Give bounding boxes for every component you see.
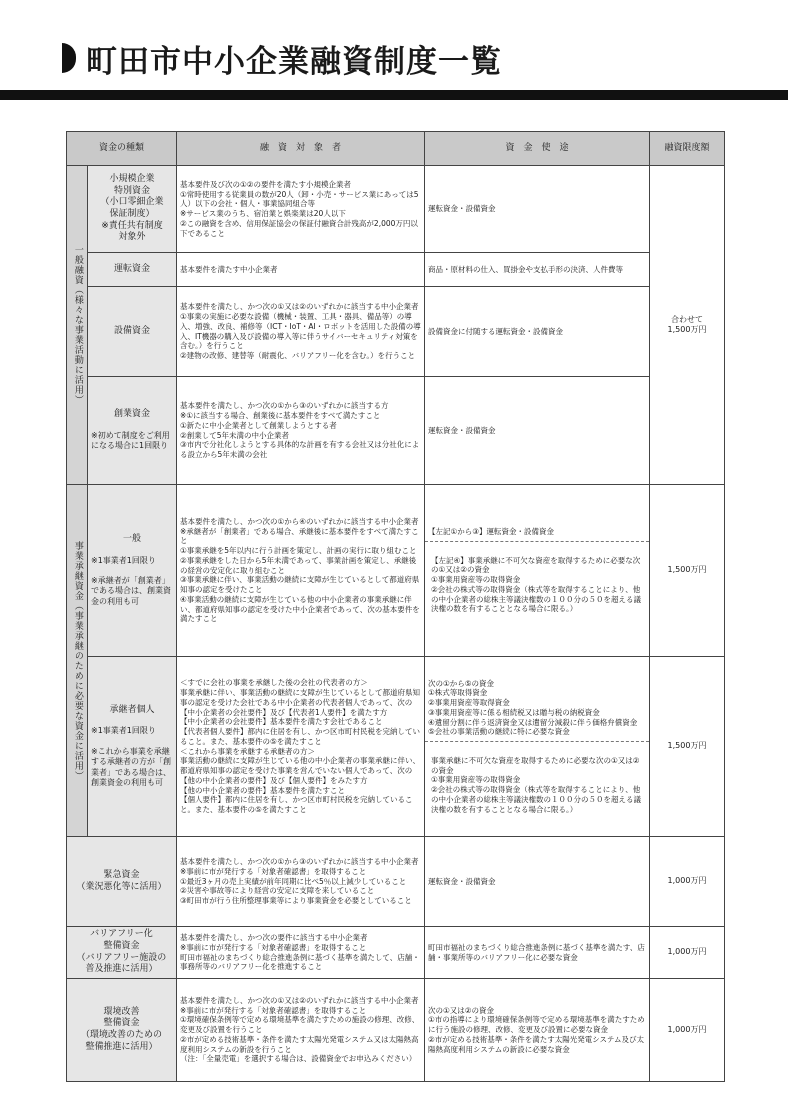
header-use: 資 金 使 途 [425, 132, 650, 166]
note-startup: ※初めて制度をご利用になる場合に1回限り [91, 430, 170, 451]
row-emergency [67, 837, 725, 927]
note1-succession-individual: ※1事業者1回限り [91, 726, 156, 736]
header-type: 資金の種類 [67, 132, 177, 166]
use-succession-general [425, 485, 650, 657]
category-general [67, 166, 88, 485]
note2-succession-general: ※承継者が「創業者」である場合は、創業資金の利用も可 [91, 575, 171, 606]
limit-barrierfree: 1,000万円 [650, 927, 725, 979]
row-barrierfree [67, 927, 725, 979]
use-succession-individual-top: 次の①から⑤の資金 ①株式等取得資金 ②事業用資産等取得資金 ③事業用資産等に係る相続税又は贈与税の納税資金 ④遺留分割に伴う返済資金又は遺留分減殺に伴う価格弁償資金 ⑤会社の事業活動の継続に特に必要な資金 [425, 675, 649, 743]
header-target: 融 資 対 象 者 [177, 132, 425, 166]
row-small [67, 166, 725, 253]
header-row [67, 132, 725, 166]
name-succession-individual: 承継者個人 [109, 704, 155, 715]
name-small: 小規模企業 特別資金 （小口零細企業 保証制度） ※責任共有制度 対象外 [88, 166, 177, 253]
row-equipment [67, 287, 725, 377]
header-limit: 融資限度額 [650, 132, 725, 166]
name-barrierfree: バリアフリー化 整備資金 （バリアフリー施設の 普及推進に活用） [67, 927, 177, 979]
row-operating [67, 253, 725, 287]
use-succession-individual [425, 657, 650, 837]
name-equipment: 設備資金 [88, 287, 177, 377]
row-startup [67, 377, 725, 485]
category-succession-label: 事業承継資金（事業承継のために必要な資金に活用） [72, 540, 83, 781]
title-rule [0, 90, 788, 100]
name-succession-general: 一般 [122, 533, 141, 544]
note2-succession-individual: ※これから事業を承継する承継者の方が「創業者」である場合は、創業資金の利用も可 [91, 746, 171, 787]
title-marker-icon [62, 43, 76, 73]
limit-succession-general: 1,500万円 [650, 485, 725, 657]
use-emergency: 運転資金・設備資金 [425, 837, 650, 927]
target-operating: 基本要件を満たす中小企業者 [177, 253, 425, 287]
row-succession-individual [67, 657, 725, 837]
row-environment [67, 979, 725, 1082]
title-block [62, 38, 502, 78]
target-small: 基本要件及び次の①②の要件を満たす小規模企業者 ①常時使用する従業員の数が20人（卸・小売・サービス業にあっては5人）以下の会社・個人・事業協同組合等 ※サービス業のうち、宿泊業と娯楽業は20人以下 ②この融資を含め、信用保証協会の保証付融資合計残高が2,000万円以下であること [177, 166, 425, 253]
limit-emergency: 1,000万円 [650, 837, 725, 927]
use-small: 運転資金・設備資金 [425, 166, 650, 253]
name-environment: 環境改善 整備資金 （環境改善のための 整備推進に活用） [67, 979, 177, 1082]
note1-succession-general: ※1事業者1回限り [91, 555, 156, 565]
name-startup: 創業資金 [113, 409, 150, 420]
target-succession-individual: ＜すでに会社の事業を承継した後の会社の代表者の方＞ 事業承継に伴い、事業活動の継続に支障が生じているとして都道府県知事の認定を受けた会社である中小企業者の代表者個人であって、次の【中小企業者の会社要件】及び【代表者1人要件】を満たす方 【中小企業者の会社要件】基本要件を満たす会社であること 【代表者個人要件】都内に住居を有し、かつ区市町村民税を完納していること。また、基本要件の⑤を満たすこと ＜これから事業を承継する承継者の方＞ 事業活動の継続に支障が生じている他の中小企業者の事業承継に伴い、都道府県知事の認定を受けた事業を営んでいない個人であって、次の【他の中小企業者の要件】及び【個人要件】をみたす方 【他の中小企業者の要件】基本要件を満たすこと 【個人要件】都内に住居を有し、かつ区市町村民税を完納していること。また、基本要件の⑤を満たすこと [177, 657, 425, 837]
target-equipment: 基本要件を満たし、かつ次の①又は②のいずれかに該当する中小企業者 ①事業の実施に必要な設備（機械・装置、工具・器具、備品等）の導入、増強、改良、補修等（ICT・IoT・AI・ロボットを活用した設備の導入、IT機器の購入及び設備の導入等に伴うサイバーセキュリティ対策を含む。）を行うこと ②建物の改修、建替等（耐震化、バリアフリー化を含む。）を行うこと [177, 287, 425, 377]
use-startup: 運転資金・設備資金 [425, 377, 650, 485]
target-barrierfree: 基本要件を満たし、かつ次の要件に該当する中小企業者 ※事前に市が発行する「対象者確認書」を取得すること 町田市福祉のまちづくり総合推進条例に基づく基準を満たして、店舗・事務所等のバリアフリー化を推進すること [177, 927, 425, 979]
name-operating: 運転資金 [88, 253, 177, 287]
limit-general: 合わせて 1,500万円 [650, 166, 725, 485]
limit-succession-individual: 1,500万円 [650, 657, 725, 837]
category-general-label: 一般融資（様々な事業活動に活用） [72, 245, 83, 405]
use-equipment: 設備資金に付随する運転資金・設備資金 [425, 287, 650, 377]
use-barrierfree: 町田市福祉のまちづくり総合推進条例に基づく基準を満たす、店舗・事業所等のバリアフリー化に必要な資金 [425, 927, 650, 979]
name-startup-cell [88, 377, 177, 485]
name-emergency: 緊急資金 （業況悪化等に活用） [67, 837, 177, 927]
row-succession-general [67, 485, 725, 657]
use-succession-individual-bottom: 事業承継に不可欠な資産を取得するために必要な次の①又は②の資金 ①事業用資産等の取得資金 ②会社の株式等の取得資金（株式等を取得することにより、他の中小企業者の総株主等議決権数の１００分の５０を超える議決権の数を有することとなる場合に限る。） [431, 755, 641, 814]
use-succession-general-bottom: 【左記④】事業承継に不可欠な資産を取得するために必要な次の①又は②の資金 ①事業用資産等の取得資金 ②会社の株式等の取得資金（株式等を取得することにより、他の中小企業者の総株主等議決権数の１００分の５０を超える議決権の数を有することとなる場合に限る。） [431, 555, 641, 614]
use-operating: 商品・原材料の仕入、買掛金や支払手形の決済、人件費等 [425, 253, 650, 287]
target-succession-general: 基本要件を満たし、かつ次の①から④のいずれかに該当する中小企業者 ※承継者が「創業者」である場合、承継後に基本要件をすべて満たすこと ①事業承継を5年以内に行う計画を策定し、計画の実行に取り組むこと ②事業承継をした日から5年未満であって、事業計画を策定し、承継後の経営の安定化に取り組むこと ③事業承継に伴い、事業活動の継続に支障が生じているとして都道府県知事の認定を受けたこと ④事業活動の継続に支障が生じている他の中小企業者の事業承継に伴い、都道府県知事の認定を受けた中小企業者であって、次の基本要件を満たすこと [177, 485, 425, 657]
limit-environment: 1,000万円 [650, 979, 725, 1082]
category-succession [67, 485, 88, 837]
page-title: 町田市中小企業融資制度一覧 [86, 43, 502, 80]
use-succession-general-top: 【左記①から③】運転資金・設備資金 [425, 523, 649, 542]
loan-table [66, 131, 725, 1082]
target-emergency: 基本要件を満たし、かつ次の①から③のいずれかに該当する中小企業者 ※事前に市が発行する「対象者確認書」を取得すること ①最近3ヶ月の売上実績が前年同期に比べ5％以上減少していること ②災害や事故等により経営の安定に支障を来していること ③町田市が行う住所整理事業等により事業資金を必要としていること [177, 837, 425, 927]
use-environment: 次の①又は②の資金 ①市の指導により環境確保条例等で定める環境基準を満たすために行う施設の修理、改修、変更及び設置に必要な資金 ②市が定める技術基準・条件を満たす太陽光発電システム及び太陽熱高度利用システムの新設に必要な資金 [425, 979, 650, 1082]
name-succession-individual-cell [88, 657, 177, 837]
name-succession-general-cell [88, 485, 177, 657]
target-startup: 基本要件を満たし、かつ次の①から③のいずれかに該当する方 ※①に該当する場合、創業後に基本要件をすべて満たすこと ①新たに中小企業者として創業しようとする者 ②創業して5年未満の中小企業者 ③市内で分社化しようとする具体的な計画を有する会社又は分社化による設立から5年未満の会社 [177, 377, 425, 485]
target-environment: 基本要件を満たし、かつ次の①又は②のいずれかに該当する中小企業者 ※事前に市が発行する「対象者確認書」を取得すること ①環境確保条例等で定める環境基準を満たすための施設の修理、改修、変更及び設置を行うこと ②市が定める技術基準・条件を満たす太陽光発電システム又は太陽熱高度利用システムの新設を行うこと （注：「全量売電」を選択する場合は、設備資金でお申込みください） [177, 979, 425, 1082]
